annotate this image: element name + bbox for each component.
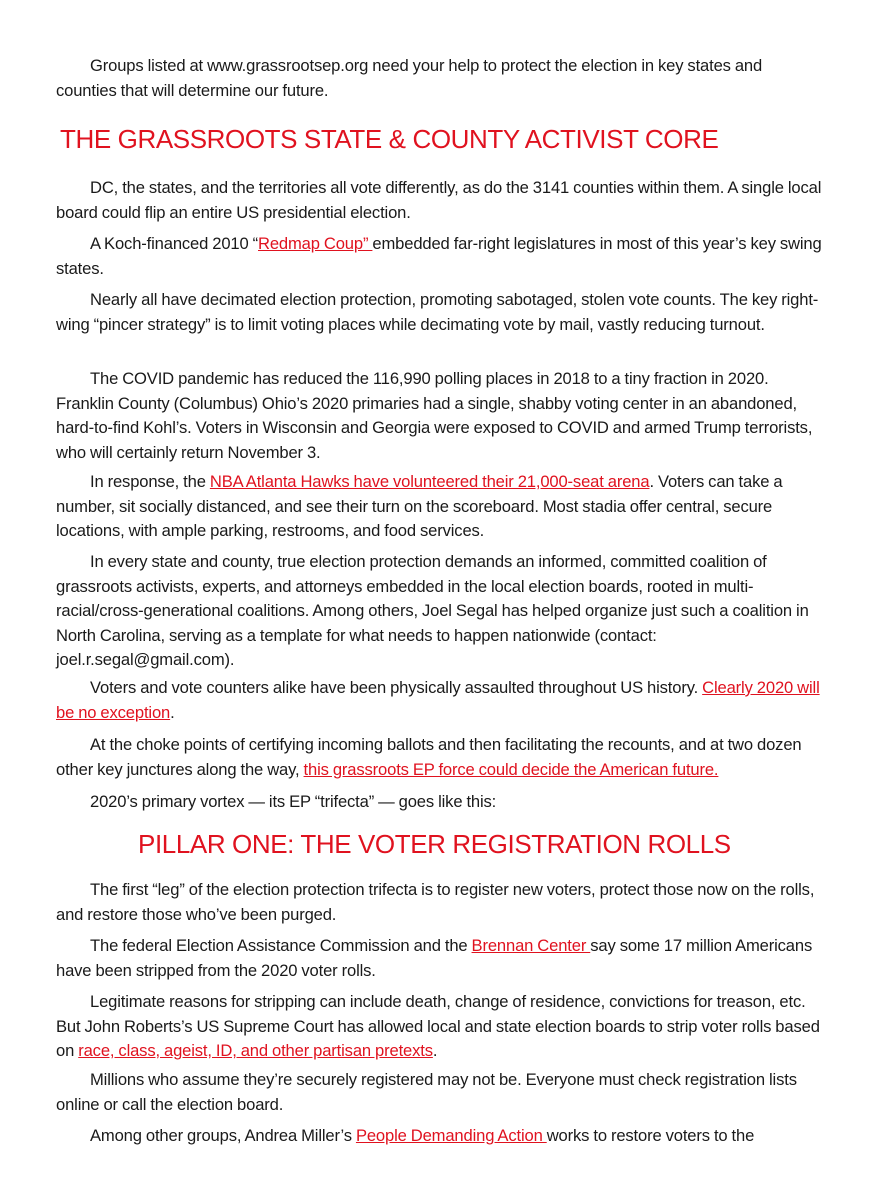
paragraph-text: In response, the [90,472,210,491]
paragraph-text: say some 17 million Americans have been stripped from the 2020 voter rolls. [56,936,813,980]
paragraph-text: Nearly all have decimated election protection, promoting sabotaged, stolen vote counts. The key right-wing “pincer strategy” is to limit voting places while decimating vote by mail, vastly reducing turnout. [56,290,819,334]
paragraph [56,1068,824,1117]
atlanta-hawks-arena-link[interactable]: NBA Atlanta Hawks have volunteered their 21,000-seat arena [209,472,650,491]
paragraph-text: . Voters can take a number, sit socially distanced, and see their turn on the scoreboard. Most stadia offer central, secure locations, with ample parking, restrooms, and food services. [56,472,783,540]
paragraph [56,934,824,983]
paragraph [56,676,824,725]
paragraph [56,232,824,281]
paragraph-text: DC, the states, and the territories all vote differently, as do the 3141 counties within them. A single local board could flip an entire US presidential election. [56,178,822,222]
paragraph-text: Voters and vote counters alike have been physically assaulted throughout US history. [90,678,703,697]
paragraph-text: In every state and county, true election protection demands an informed, committed coalition of grassroots activists, experts, and attorneys embedded in the local election boards, rooted in multi-racial/cross-generational coalitions. Among others, Joel Segal has helped organize just such a coalition in North Carolina, serving as a template for what needs to happen nationwide (contact: joel.r.segal@gmail.com). [56,552,809,669]
paragraph [56,878,824,927]
paragraph-text: The federal Election Assistance Commission and the [90,936,472,955]
paragraph [56,176,824,225]
brennan-center-link[interactable]: Brennan Center [471,936,591,955]
paragraph [56,990,824,1064]
paragraph-text: A Koch-financed 2010 “ [90,234,259,253]
grassroots-ep-force-link[interactable]: this grassroots EP force could decide the American future. [303,759,719,779]
intro-paragraph [56,54,824,103]
paragraph [56,288,824,337]
paragraph [56,367,824,465]
clearly-2020-link[interactable]: Clearly 2020 will be no exception [56,678,820,722]
paragraph-text: . [432,1041,438,1060]
paragraph [56,470,824,544]
paragraph-text: embedded far-right legislatures in most of this year’s key swing states. [56,234,822,278]
paragraph-text: works to restore voters to the [546,1126,755,1145]
paragraph-text: Millions who assume they’re securely registered may not be. Everyone must check registration lists online or call the election board. [56,1070,797,1114]
paragraph-text: . [170,702,175,722]
section-heading-pillar-one: PILLAR ONE: THE VOTER REGISTRATION ROLLS [138,829,731,859]
partisan-pretexts-link[interactable]: race, class, ageist, ID, and other partisan pretexts [78,1041,433,1060]
paragraph-text: Among other groups, Andrea Miller’s [90,1126,356,1145]
people-demanding-action-link[interactable]: People Demanding Action [355,1126,547,1145]
paragraph [56,550,824,673]
paragraph [56,790,824,815]
paragraph-text: The first “leg” of the election protection trifecta is to register new voters, protect those now on the rolls, and restore those who’ve been purged. [56,880,815,924]
paragraph [56,733,824,782]
paragraph-text: Legitimate reasons for stripping can include death, change of residence, convictions for treason, etc. But John Roberts’s US Supreme Court has allowed local and state election boards to strip voter rolls based on [56,992,820,1060]
paragraph-text: At the choke points of certifying incoming ballots and then facilitating the recounts, and at two dozen other key junctures along the way, [56,735,802,779]
paragraph [56,1124,824,1149]
paragraph-text: 2020’s primary vortex — its EP “trifecta” — goes like this: [90,792,497,811]
redmap-coup-link[interactable]: Redmap Coup” [258,234,373,253]
intro-text: Groups listed at www.grassrootsep.org need your help to protect the election in key states and counties that will determine our future. [56,56,763,100]
section-heading-activist-core: THE GRASSROOTS STATE & COUNTY ACTIVIST CORE [60,124,719,154]
paragraph-text: The COVID pandemic has reduced the 116,990 polling places in 2018 to a tiny fraction in 2020. Franklin County (Columbus) Ohio’s 2020 primaries had a single, shabby voting center in an abandoned, hard-to-find Kohl’s. Voters in Wisconsin and Georgia were exposed to COVID and armed Trump terrorists, who will certainly return November 3. [56,369,813,462]
